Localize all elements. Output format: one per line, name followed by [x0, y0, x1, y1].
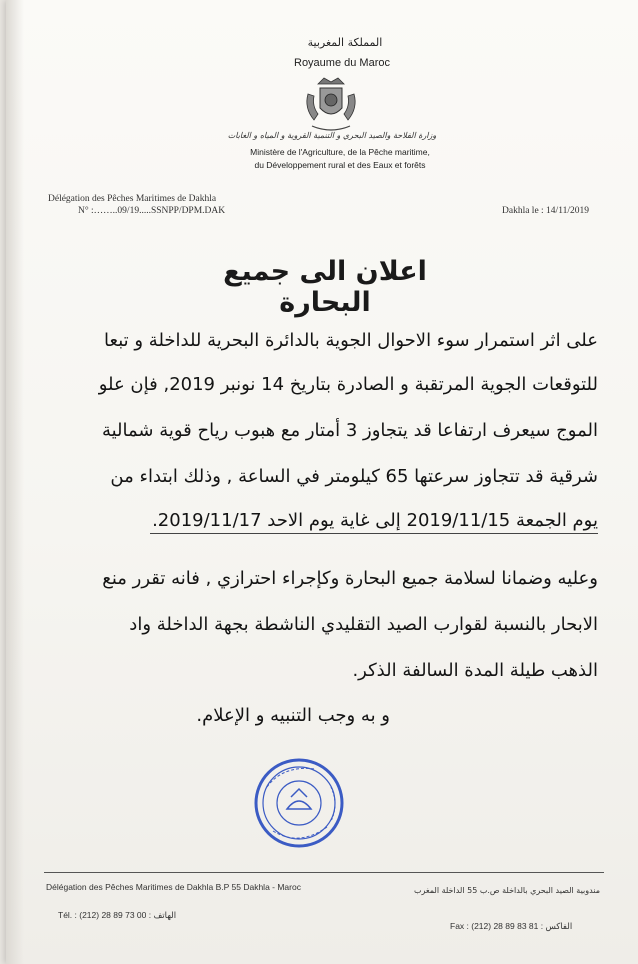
document-date: Dakhla le : 14/11/2019	[502, 206, 589, 216]
official-stamp-icon	[253, 757, 345, 849]
kingdom-arabic: المملكة المغربية	[307, 36, 383, 49]
body-line-5-dates: يوم الجمعة 2019/11/15 إلى غاية يوم الاحد 2019/11/17.	[150, 510, 598, 534]
footer-fax: Fax : (212) 28 89 83 81 : الفاكس	[450, 921, 573, 931]
body-line-4: شرقية قد تتجاوز سرعتها 65 كيلومتر في الساعة , وذلك ابتداء من	[110, 466, 598, 487]
body-line-6: وعليه وضمانا لسلامة جميع البحارة وكإجراء احترازي , فانه تقرر منع	[102, 568, 598, 589]
body-line-2: للتوقعات الجوية المرتقبة و الصادرة بتاريخ 14 نونبر 2019, فإن علو	[98, 374, 598, 395]
ministry-french-line-2: du Développement rural et des Eaux et forêts	[254, 159, 426, 170]
ministry-french	[220, 146, 460, 171]
footer-address-arabic: مندوبية الصيد البحري بالداخلة ص.ب 55 الداخلة المغرب	[413, 886, 600, 895]
kingdom-french: Royaume du Maroc	[294, 57, 390, 69]
ministry-arabic: وزارة الفلاحة والصيد البحري و التنمية القروية و المياه و الغابات	[227, 131, 437, 140]
footer-divider	[44, 872, 604, 873]
delegation-name: Délégation des Pêches Maritimes de Dakhla	[48, 194, 217, 204]
page-shadow	[6, 0, 24, 964]
reference-number: N° :……..09/19.....SSNPP/DPM.DAK	[78, 206, 226, 216]
ministry-french-line-1: Ministère de l'Agriculture, de la Pêche maritime,	[250, 147, 430, 157]
body-line-8: الذهب طيلة المدة السالفة الذكر.	[352, 660, 598, 681]
footer-address-french: Délégation des Pêches Maritimes de Dakhla B.P 55 Dakhla - Maroc	[46, 882, 301, 892]
closing-statement: و به وجب التنبيه و الإعلام.	[196, 705, 390, 726]
body-line-7: الابحار بالنسبة لقوارب الصيد التقليدي الناشطة بجهة الداخلة واد	[129, 614, 598, 635]
body-line-3: الموج سيعرف ارتفاعا قد يتجاوز 3 أمتار مع هبوب رياح قوية شمالية	[101, 420, 598, 441]
footer-telephone: Tél. : (212) 28 89 73 00 : الهاتف	[58, 910, 177, 920]
coat-of-arms-icon	[300, 74, 362, 136]
notice-title: اعلان الى جميع البحارة	[223, 256, 427, 318]
body-line-1: على اثر استمرار سوء الاحوال الجوية بالدائرة البحرية للداخلة و تبعا	[104, 330, 598, 351]
